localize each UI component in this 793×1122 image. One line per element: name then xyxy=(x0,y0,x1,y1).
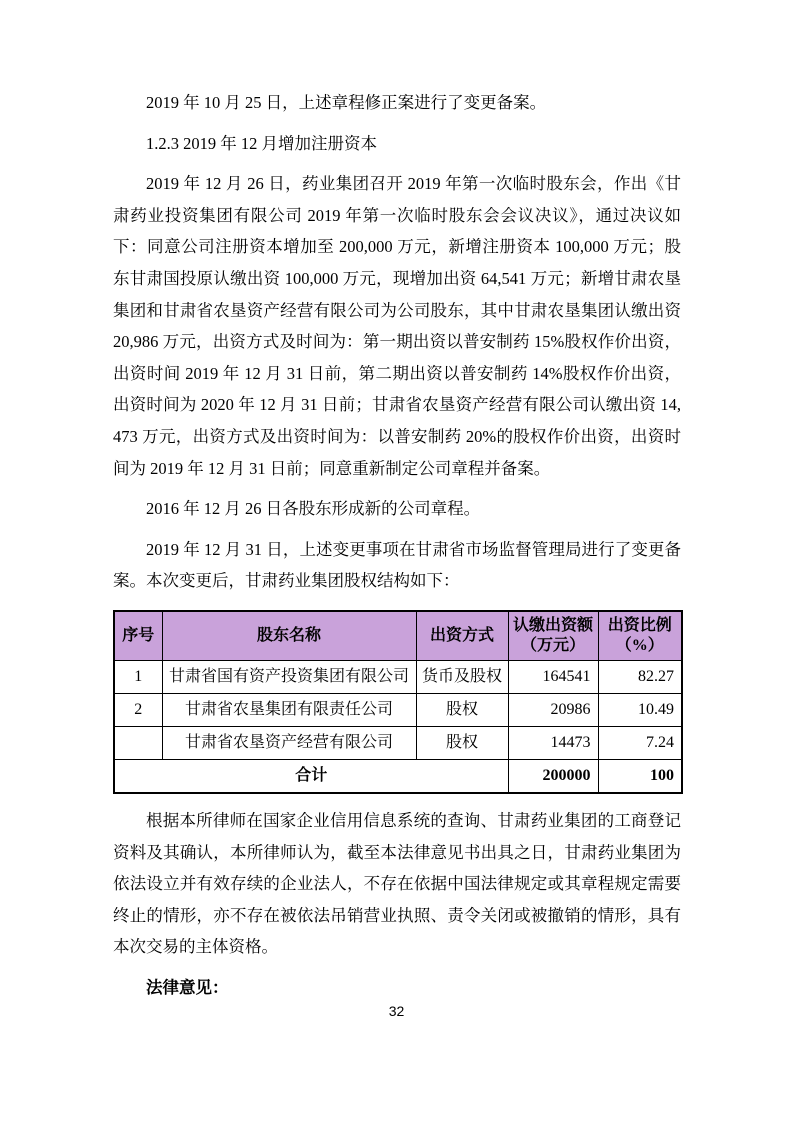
legal-opinion-heading: 法律意见： xyxy=(146,977,229,997)
cell-total-amount: 200000 xyxy=(508,759,598,793)
equity-structure-table xyxy=(113,610,683,794)
table-row xyxy=(114,726,682,759)
paragraph-change-registration: 2019 年 12 月 31 日，上述变更事项在甘肃省市场监督管理局进行了变更备案。本次变更后，甘肃药业集团股权结构如下： xyxy=(113,539,681,591)
cell-serial-no: 2 xyxy=(114,693,162,726)
column-header-contribution-ratio xyxy=(598,611,682,661)
cell-shareholder-name: 甘肃省国有资产投资集团有限公司 xyxy=(162,660,416,693)
cell-shareholder-name: 甘肃省农垦集团有限责任公司 xyxy=(162,693,416,726)
cell-contribution-ratio: 7.24 xyxy=(598,726,682,759)
column-header-subscribed-amount xyxy=(508,611,598,661)
table-total-row xyxy=(114,759,682,793)
cell-contribution-ratio: 82.27 xyxy=(598,660,682,693)
cell-serial-no: 1 xyxy=(114,660,162,693)
cell-serial-no xyxy=(114,726,162,759)
table-row xyxy=(114,660,682,693)
cell-total-label: 合计 xyxy=(114,759,508,793)
cell-contribution-method: 货币及股权 xyxy=(416,660,508,693)
table-header-row xyxy=(114,611,682,661)
paragraph-new-company-charter: 2016 年 12 月 26 日各股东形成新的公司章程。 xyxy=(146,499,481,519)
cell-total-ratio: 100 xyxy=(598,759,682,793)
column-header-line: 出资比例 xyxy=(607,616,672,634)
cell-shareholder-name: 甘肃省农垦资产经营有限公司 xyxy=(162,726,416,759)
cell-contribution-ratio: 10.49 xyxy=(598,693,682,726)
cell-subscribed-amount: 20986 xyxy=(508,693,598,726)
column-header-line: （%） xyxy=(615,636,664,654)
table-row xyxy=(114,693,682,726)
paragraph-lawyer-conclusion: 根据本所律师在国家企业信用信息系统的查询、甘肃药业集团的工商登记资料及其确认，本所律师认为，截至本法律意见书出具之日，甘肃药业集团为依法设立并有效存续的企业法人，不存在依据中国法律规定或其章程规定需要终止的情形，亦不存在被依法吊销营业执照、责令关闭或被撤销的情形，具有本次交易的主体资格。 xyxy=(113,810,681,957)
paragraph-capital-increase-resolution: 2019 年 12 月 26 日，药业集团召开 2019 年第一次临时股东会，作出《甘肃药业投资集团有限公司 2019 年第一次临时股东会会议决议》，通过决议如下：同意公司注册资本增加至 200,000 万元，新增注册资本 100,000 万元；股东甘肃国投原认缴出资 100,000 万元，现增加出资 64,541 万元；新增甘肃农垦集团和甘肃省农垦资产经营有限公司为公司股东，其中甘肃农垦集团认缴出资 20,986 万元，出资方式及时间为：第一期出资以普安制药 15%股权作价出资，出资时间 2019 年 12 月 31 日前，第二期出资以普安制药 14%股权作价出资，出资时间为 2020 年 12 月 31 日前；甘肃省农垦资产经营有限公司认缴出资 14,473 万元，出资方式及出资时间为：以普安制药 20%的股权作价出资，出资时间为 2019 年 12 月 31 日前；同意重新制定公司章程并备案。 xyxy=(113,174,681,478)
page-number: 32 xyxy=(388,1003,405,1019)
cell-contribution-method: 股权 xyxy=(416,693,508,726)
section-heading-1-2-3: 1.2.3 2019 年 12 月增加注册资本 xyxy=(146,133,377,153)
column-header-serial-no: 序号 xyxy=(114,611,162,661)
cell-contribution-method: 股权 xyxy=(416,726,508,759)
paragraph-charter-amendment-filing: 2019 年 10 月 25 日，上述章程修正案进行了变更备案。 xyxy=(146,93,547,112)
cell-subscribed-amount: 164541 xyxy=(508,660,598,693)
cell-subscribed-amount: 14473 xyxy=(508,726,598,759)
column-header-line: 认缴出资额 xyxy=(512,616,593,634)
column-header-contribution-method: 出资方式 xyxy=(416,611,508,661)
column-header-shareholder-name: 股东名称 xyxy=(162,611,416,661)
column-header-line: （万元） xyxy=(520,636,585,654)
